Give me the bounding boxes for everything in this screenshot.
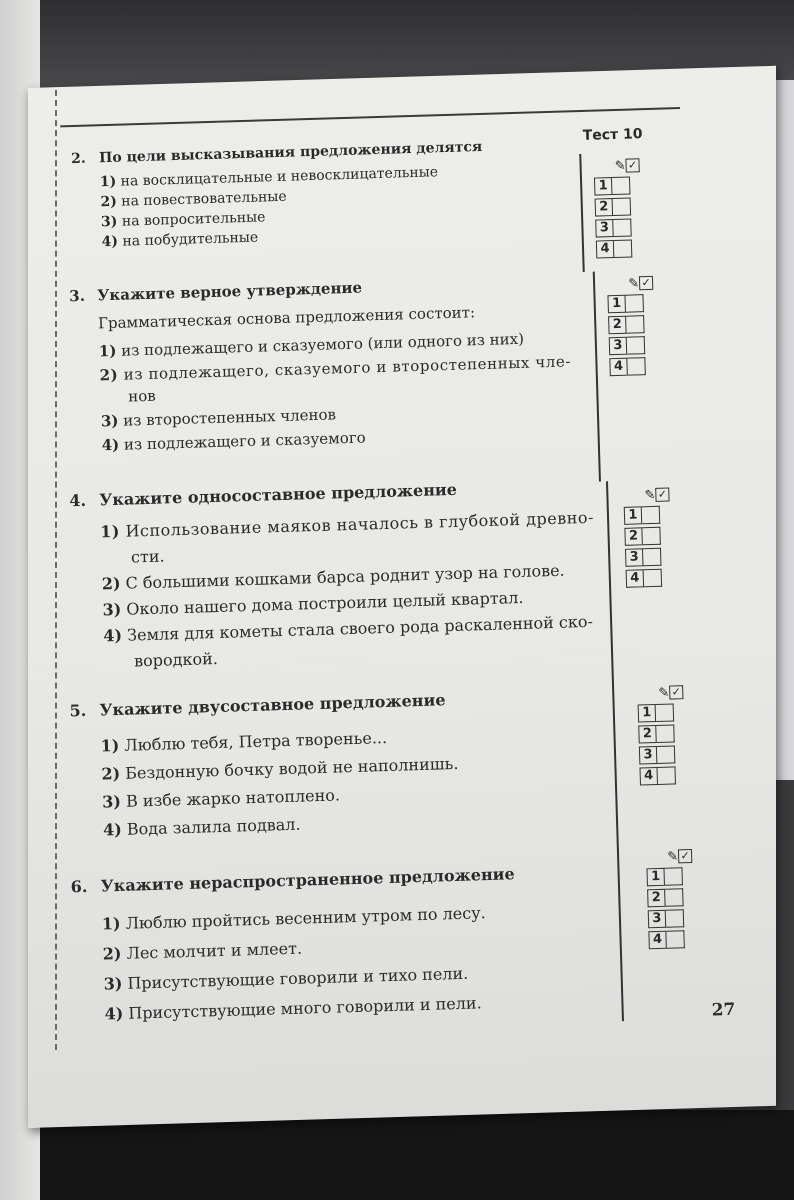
option-text: из подлежащего и сказуемого (или одного из них) bbox=[120, 329, 525, 360]
answer-row[interactable]: 1 bbox=[594, 176, 643, 196]
option-text: на побудительные bbox=[122, 229, 259, 250]
pen-icon: ✎ bbox=[614, 158, 626, 174]
answer-cell[interactable] bbox=[642, 506, 661, 525]
answer-cell[interactable] bbox=[644, 569, 663, 588]
question-number: 2. bbox=[70, 150, 87, 168]
option-2: 2) С большими кошками барса роднит узор на голове. bbox=[101, 560, 565, 594]
option-continuation: сти. bbox=[130, 546, 165, 567]
option-4: 4) на побудительные bbox=[101, 229, 259, 251]
checkbox-icon: ✓ bbox=[669, 685, 683, 699]
answer-row[interactable]: 3 bbox=[609, 336, 658, 356]
option-4: 4) Земля для кометы стала своего рода раскаленной ско- bbox=[103, 611, 594, 646]
pen-icon: ✎ bbox=[658, 685, 670, 701]
option-1: 1) на восклицательные и невосклицательные bbox=[99, 164, 439, 191]
question-number: 5. bbox=[69, 700, 87, 721]
option-3: 3) на вопросительные bbox=[100, 209, 266, 231]
option-1: 1) Люблю пройтись весенним утром по лесу. bbox=[101, 903, 486, 934]
option-text: Около нашего дома построили целый квартал. bbox=[126, 587, 524, 619]
option-3: 3) В избе жарко натоплено. bbox=[101, 785, 341, 812]
checkbox-icon: ✓ bbox=[678, 849, 692, 863]
question-title: Укажите нераспространенное предложение bbox=[100, 864, 515, 896]
option-text: Присутствующие говорили и тихо пели. bbox=[127, 963, 469, 993]
answer-cell[interactable] bbox=[657, 766, 676, 785]
question-number: 3. bbox=[68, 286, 86, 306]
test-label: Тест 10 bbox=[582, 126, 643, 144]
option-2: 2) из подлежащего, сказуемого и второстепенных чле- bbox=[99, 352, 572, 385]
question-title: По цели высказывания предложения делятся bbox=[98, 138, 483, 167]
option-1: 1) из подлежащего и сказуемого (или одного из них) bbox=[98, 329, 525, 361]
answer-row[interactable]: 2 bbox=[647, 888, 696, 908]
option-text: из подлежащего, сказуемого и второстепенных чле- bbox=[123, 352, 572, 384]
option-text: С большими кошками барса роднит узор на голове. bbox=[125, 560, 565, 593]
option-text: В избе жарко натоплено. bbox=[125, 785, 341, 811]
answer-box bbox=[637, 683, 688, 786]
answer-cell[interactable] bbox=[612, 177, 631, 196]
page-content bbox=[40, 99, 767, 1039]
option-text: на вопросительные bbox=[121, 209, 266, 230]
answer-row[interactable]: 4 bbox=[609, 357, 658, 377]
option-text: на повествовательные bbox=[121, 188, 287, 210]
answer-cell[interactable] bbox=[626, 315, 645, 334]
answer-box bbox=[607, 274, 658, 377]
option-text: из второстепенных членов bbox=[123, 405, 337, 430]
option-4: 4) Вода залила подвал. bbox=[102, 814, 301, 840]
answer-row[interactable]: 1 bbox=[638, 703, 687, 723]
answer-cell[interactable] bbox=[656, 724, 675, 743]
answer-column-rule bbox=[606, 481, 624, 1021]
option-text: Люблю пройтись весенним утром по лесу. bbox=[125, 903, 486, 933]
option-continuation: вородкой. bbox=[133, 648, 219, 671]
answer-column-rule bbox=[579, 154, 584, 272]
option-text: Вода залила подвал. bbox=[126, 814, 301, 839]
checkbox-icon: ✓ bbox=[625, 158, 639, 172]
option-1: 1) Люблю тебя, Петра творенье... bbox=[100, 727, 388, 756]
question-number: 6. bbox=[70, 876, 88, 897]
pen-icon: ✎ bbox=[627, 276, 640, 292]
answer-row[interactable]: 3 bbox=[595, 218, 644, 238]
option-text: Люблю тебя, Петра творенье... bbox=[124, 727, 388, 755]
answer-cell[interactable] bbox=[627, 357, 646, 376]
answer-cell[interactable] bbox=[625, 294, 644, 313]
answer-row[interactable]: 4 bbox=[626, 568, 675, 588]
option-text: на восклицательные и невосклицательные bbox=[120, 164, 439, 190]
answer-row[interactable]: 2 bbox=[624, 526, 673, 546]
answer-row[interactable]: 3 bbox=[648, 909, 697, 929]
answer-box bbox=[623, 485, 674, 588]
option-2: 2) Лес молчит и млеет. bbox=[102, 938, 303, 964]
answer-cell[interactable] bbox=[627, 336, 646, 355]
answer-box bbox=[593, 156, 644, 259]
pen-icon: ✎ bbox=[644, 487, 656, 504]
answer-cell[interactable] bbox=[666, 909, 685, 928]
option-text: Присутствующие много говорили и пели. bbox=[128, 993, 482, 1023]
answer-row[interactable]: 2 bbox=[638, 724, 687, 744]
answer-cell[interactable] bbox=[657, 745, 676, 764]
answer-cell[interactable] bbox=[666, 930, 685, 949]
option-2: 2) Бездонную бочку водой не наполнишь. bbox=[101, 753, 459, 784]
question-subtitle: Грамматическая основа предложения состоит: bbox=[97, 303, 476, 333]
option-text: Использование маяков началось в глубокой древно- bbox=[125, 507, 595, 541]
answer-cell[interactable] bbox=[664, 867, 683, 886]
option-3: 3) Присутствующие говорили и тихо пели. bbox=[103, 963, 469, 994]
answer-row[interactable]: 2 bbox=[595, 197, 644, 217]
option-4: 4) из подлежащего и сказуемого bbox=[101, 428, 366, 455]
option-2: 2) на повествовательные bbox=[100, 188, 287, 211]
option-text: из подлежащего и сказуемого bbox=[123, 428, 366, 454]
question-title: Укажите двусоставное предложение bbox=[99, 690, 446, 720]
answer-cell[interactable] bbox=[613, 219, 632, 238]
answer-row[interactable]: 4 bbox=[639, 766, 688, 786]
pen-icon: ✎ bbox=[667, 849, 679, 865]
answer-row[interactable]: 1 bbox=[624, 505, 673, 525]
page-number: 27 bbox=[711, 999, 736, 1021]
answer-row[interactable]: 3 bbox=[625, 547, 674, 567]
checkbox-icon: ✓ bbox=[655, 487, 669, 501]
option-1: 1) Использование маяков началось в глубокой древно- bbox=[99, 507, 595, 542]
question-title: Укажите верное утверждение bbox=[96, 278, 363, 305]
answer-cell[interactable] bbox=[643, 548, 662, 567]
answer-cell[interactable] bbox=[665, 888, 684, 907]
option-text: Земля для кометы стала своего рода раскаленной ско- bbox=[126, 611, 594, 645]
option-3: 3) Около нашего дома построили целый квартал. bbox=[102, 587, 524, 620]
option-text: Бездонную бочку водой не наполнишь. bbox=[124, 753, 459, 783]
answer-cell[interactable] bbox=[613, 198, 632, 217]
option-text: Лес молчит и млеет. bbox=[126, 938, 303, 963]
answer-box bbox=[646, 847, 697, 950]
option-continuation: нов bbox=[127, 386, 156, 406]
answer-row[interactable]: 4 bbox=[596, 239, 645, 259]
option-4: 4) Присутствующие много говорили и пели. bbox=[104, 993, 482, 1024]
answer-row[interactable]: 1 bbox=[607, 294, 656, 314]
question-title: Укажите односоставное предложение bbox=[99, 479, 458, 510]
answer-cell[interactable] bbox=[642, 527, 661, 546]
checkbox-icon: ✓ bbox=[639, 276, 653, 290]
answer-row[interactable]: 4 bbox=[648, 930, 697, 950]
answer-row[interactable]: 1 bbox=[646, 867, 695, 887]
answer-row[interactable]: 2 bbox=[608, 315, 657, 335]
option-3: 3) из второстепенных членов bbox=[100, 405, 337, 431]
answer-column-rule bbox=[593, 272, 601, 482]
answer-cell[interactable] bbox=[614, 239, 633, 258]
answer-row[interactable]: 3 bbox=[639, 745, 688, 765]
answer-cell[interactable] bbox=[656, 703, 675, 722]
question-number: 4. bbox=[69, 490, 87, 511]
